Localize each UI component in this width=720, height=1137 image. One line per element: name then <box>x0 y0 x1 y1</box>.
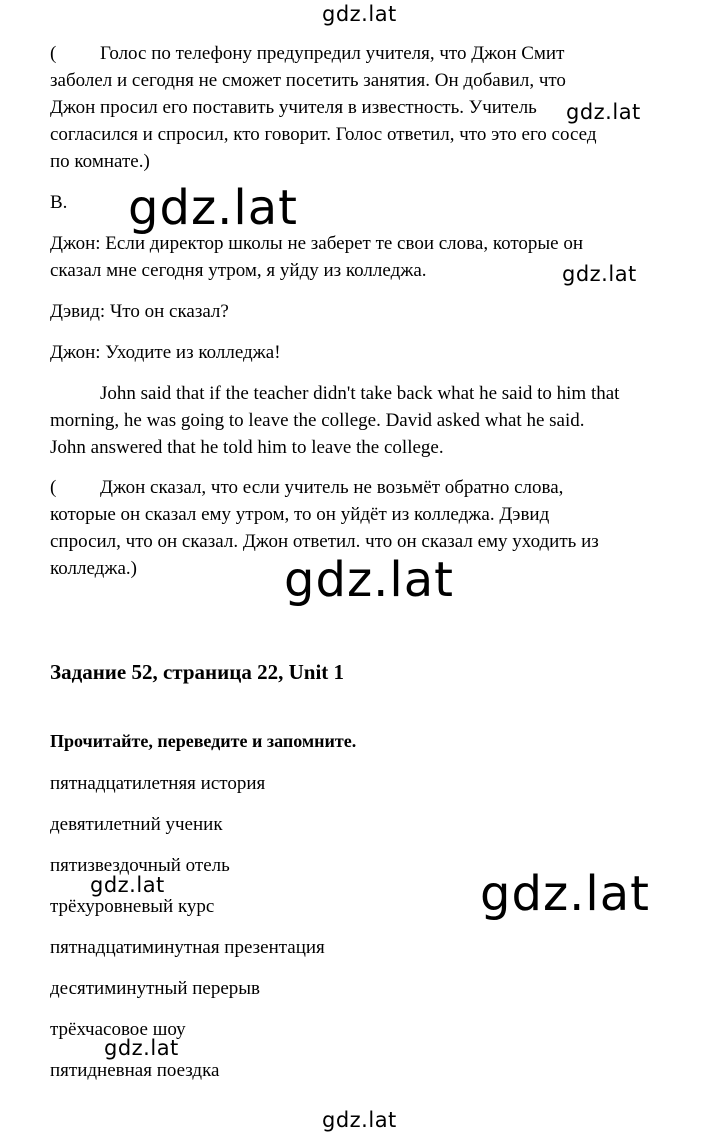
watermark-inline-4: gdz.lat <box>104 1036 179 1060</box>
word-list-item: трёхчасовое шоу <box>50 1019 186 1040</box>
paragraph-line: John said that if the teacher didn't take back what he said to him that <box>100 383 620 404</box>
word-list-item: пятнадцатилетняя история <box>50 773 266 794</box>
paragraph-line: ( Голос по телефону предупредил учителя, что Джон Смит <box>50 40 670 67</box>
dialogue-line: Джон: Если директор школы не заберет те свои слова, которые он <box>50 233 584 254</box>
watermark-top: gdz.lat <box>322 2 397 26</box>
word-list-item: пятизвездочный отель <box>50 855 230 876</box>
paragraph-line: спросил, что он сказал. Джон ответил. что он сказал ему уходить из <box>50 531 599 552</box>
watermark-inline-1: gdz.lat <box>566 100 641 124</box>
paragraph-line: morning, he was going to leave the college. David asked what he said. <box>50 410 585 431</box>
paragraph-line: Джон просил его поставить учителя в известность. Учитель <box>50 97 537 118</box>
dialogue-david: Дэвид: Что он сказал? <box>50 301 229 322</box>
watermark-bottom: gdz.lat <box>322 1108 397 1132</box>
paragraph-line: колледжа.) <box>50 558 137 579</box>
paragraph-line: ( Джон сказал, что если учитель не возьмёт обратно слова, <box>50 474 670 501</box>
word-list-item: пятнадцатиминутная презентация <box>50 937 325 958</box>
section-label-b: B. <box>50 192 68 213</box>
paragraph-line: по комнате.) <box>50 151 150 172</box>
word-list-item: трёхуровневый курс <box>50 896 215 917</box>
paragraph-line: которые он сказал ему утром, то он уйдёт из колледжа. Дэвид <box>50 504 550 525</box>
paragraph-line: заболел и сегодня не сможет посетить занятия. Он добавил, что <box>50 70 566 91</box>
watermark-big-3: gdz.lat <box>480 866 650 922</box>
watermark-inline-3: gdz.lat <box>90 873 165 897</box>
word-list-item: десятиминутный перерыв <box>50 978 261 999</box>
open-paren: ( <box>50 43 57 64</box>
watermark-big-1: gdz.lat <box>128 180 298 236</box>
reported-speech-paragraph <box>50 380 670 461</box>
watermark-inline-2: gdz.lat <box>562 262 637 286</box>
dialogue-line: сказал мне сегодня утром, я уйду из колледжа. <box>50 260 427 281</box>
paragraph-line: согласился и спросил, кто говорит. Голос ответил, что это его сосед <box>50 124 597 145</box>
word-list-item: девятилетний ученик <box>50 814 223 835</box>
task-instruction: Прочитайте, переведите и запомните. <box>50 731 357 751</box>
task-title: Задание 52, страница 22, Unit 1 <box>50 660 345 684</box>
paragraph-line: John answered that he told him to leave the college. <box>50 437 444 458</box>
word-list-item: пятидневная поездка <box>50 1060 220 1081</box>
dialogue-john-2: Джон: Уходите из колледжа! <box>50 342 281 363</box>
watermark-big-2: gdz.lat <box>284 552 454 608</box>
open-paren: ( <box>50 477 57 498</box>
